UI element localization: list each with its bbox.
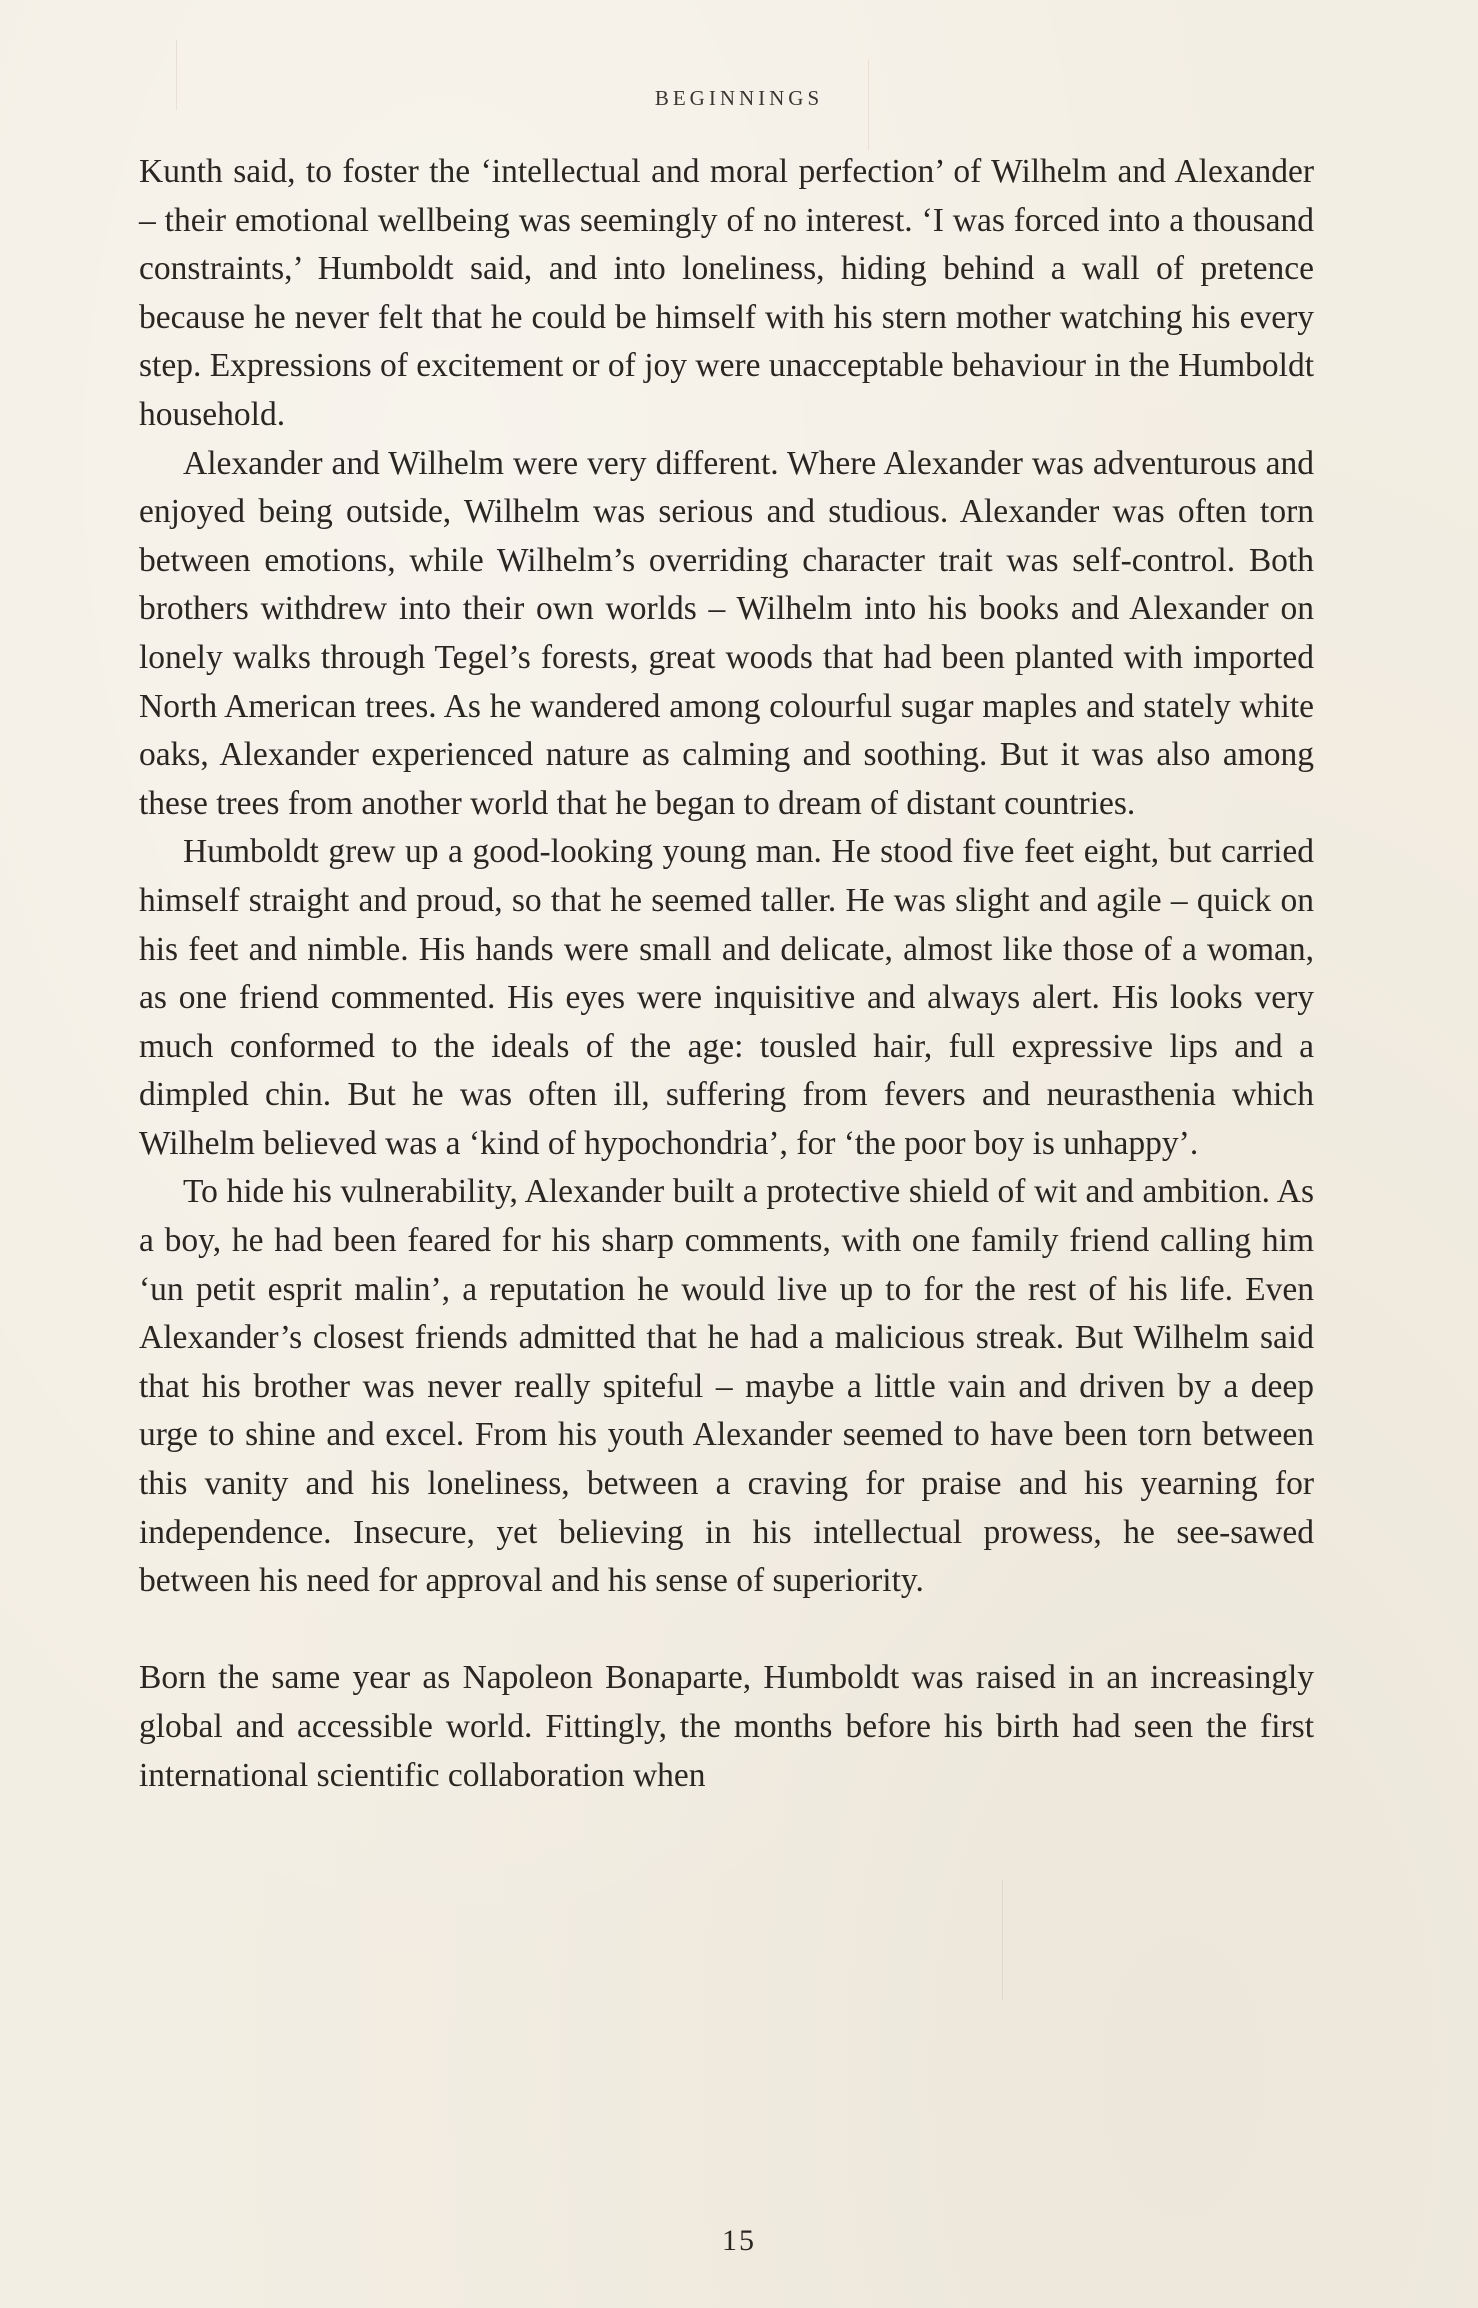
paragraph: Kunth said, to foster the ‘intellectual and moral perfection’ of Wilhelm and Alexander – their emotional wellbeing was seemingly of no interest. ‘I was forced into a thousand constraints,’ Humboldt said, and into loneliness, hiding behind a wall of pretence because he never felt that he could be himself with his stern mother watching his every step. Expressions of excitement or of joy were unacceptable behaviour in the Humboldt household. [139,153,1314,433]
body-text [139,148,1314,1800]
paper-crease [1002,1880,1003,2000]
paragraph: Born the same year as Napoleon Bonaparte, Humboldt was raised in an increasingly global and accessible world. Fittingly, the months before his birth had seen the first international scientific collaboration when [139,1659,1314,1794]
paragraph: To hide his vulnerability, Alexander built a protective shield of wit and ambition. As a boy, he had been feared for his sharp comments, with one family friend calling him ‘un petit esprit malin’, a reputation he would live up to for the rest of his life. Even Alexander’s closest friends admitted that he had a malicious streak. But Wilhelm said that his brother was never really spiteful – maybe a little vain and driven by a deep urge to shine and excel. From his youth Alexander seemed to have been torn between this vanity and his loneliness, between a craving for praise and his yearning for independence. Insecure, yet believing in his intellectual prowess, he see-sawed between his need for approval and his sense of superiority. [139,1173,1314,1600]
page-number: 15 [722,2224,756,2257]
paragraph: Alexander and Wilhelm were very different. Where Alexander was adventurous and enjoyed being outside, Wilhelm was serious and studious. Alexander was often torn between emotions, while Wilhelm’s overriding character trait was self-control. Both brothers withdrew into their own worlds – Wilhelm into his books and Alexander on lonely walks through Tegel’s forests, great woods that had been planted with imported North American trees. As he wandered among colourful sugar maples and stately white oaks, Alexander experienced nature as calming and soothing. But it was also among these trees from another world that he began to dream of distant countries. [139,444,1314,822]
running-head: BEGINNINGS [654,86,824,110]
paragraph: Humboldt grew up a good-looking young man. He stood five feet eight, but carried himself straight and proud, so that he seemed taller. He was slight and agile – quick on his feet and nimble. His hands were small and delicate, almost like those of a woman, as one friend commented. His eyes were inquisitive and always alert. His looks very much conformed to the ideals of the age: tousled hair, full expressive lips and a dimpled chin. But he was often ill, suffering from fevers and neurasthenia which Wilhelm believed was a ‘kind of hypochondria’, for ‘the poor boy is unhappy’. [139,833,1314,1162]
